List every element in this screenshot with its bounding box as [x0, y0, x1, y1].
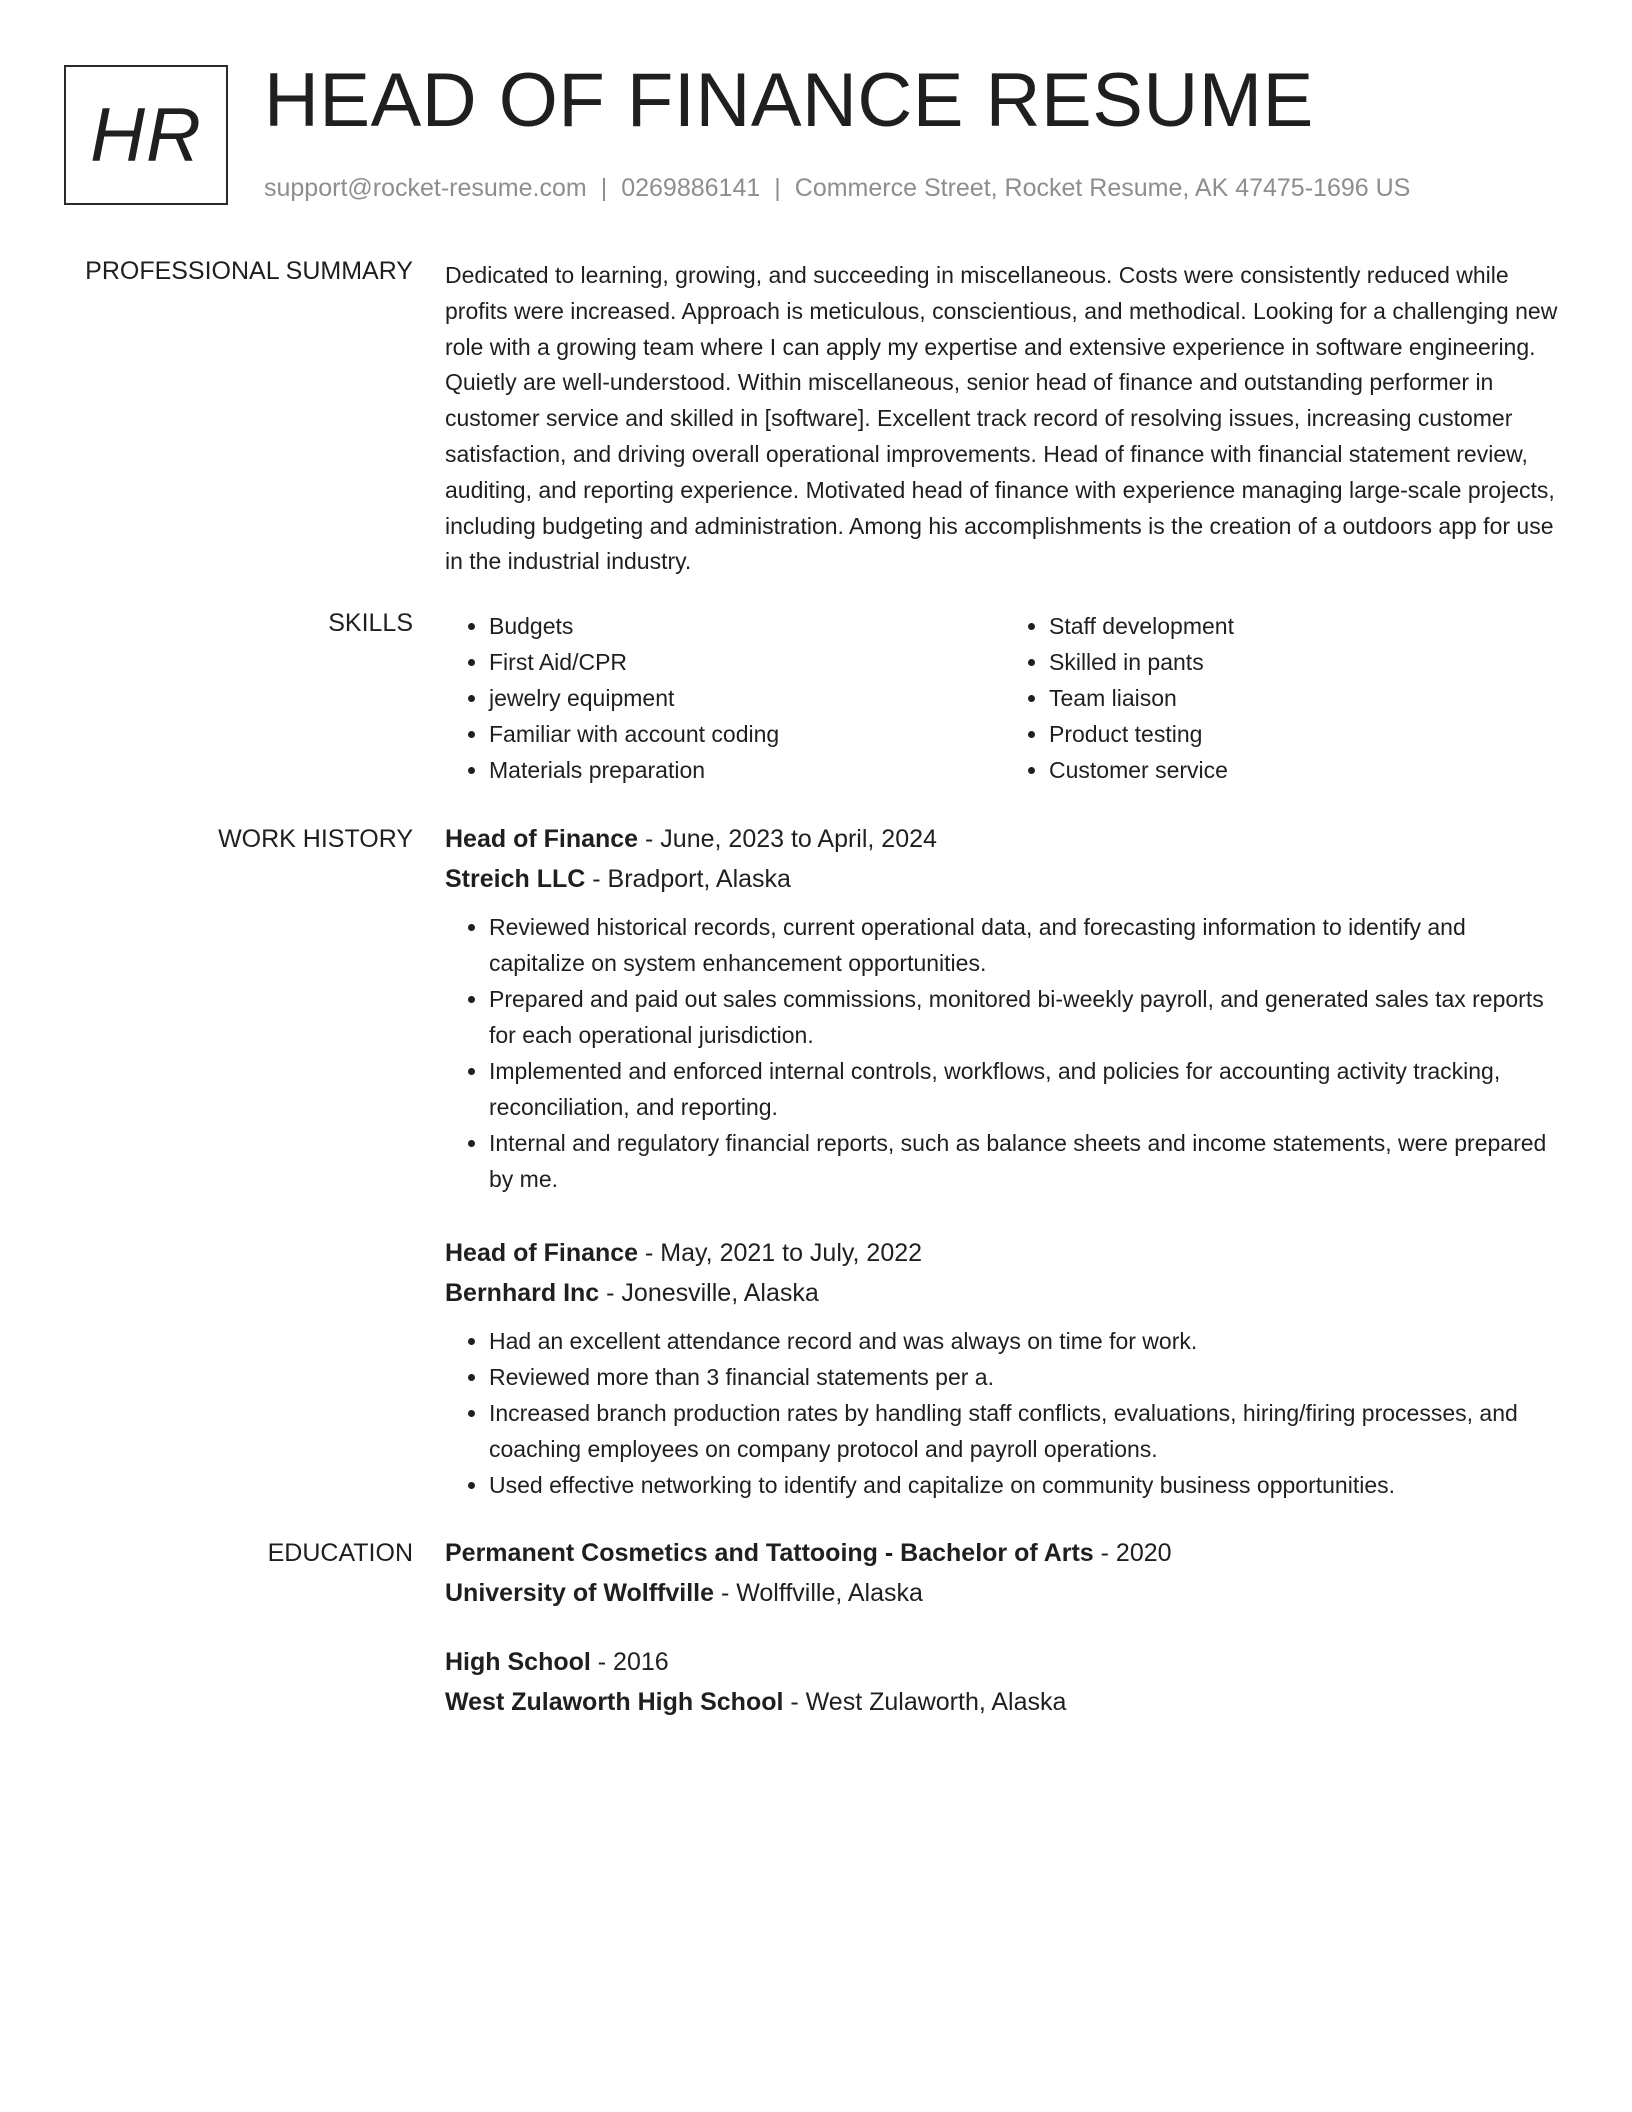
education-entry: [445, 1642, 1565, 1722]
section-label: WORK HISTORY: [218, 825, 413, 853]
skills-list-left: [445, 608, 1005, 788]
job-bullet: • Reviewed historical records, current operational data, and forecasting information to identify and capitalize on system enhancement opportunities.: [489, 909, 1565, 981]
skill-item: • Customer service: [1049, 752, 1565, 788]
job-bullet: • Increased branch production rates by handling staff conflicts, evaluations, hiring/firing processes, and coaching employees on company protocol and payroll operations.: [489, 1395, 1565, 1467]
contact-separator: |: [774, 174, 781, 202]
skill-item: • Product testing: [1049, 716, 1565, 752]
degree-name: High School: [445, 1648, 591, 1676]
school-line: [445, 1682, 1565, 1722]
company-line: [445, 859, 1565, 899]
section-label: SKILLS: [328, 609, 413, 637]
skill-item: • Staff development: [1049, 608, 1565, 644]
contact-line: [264, 174, 1410, 203]
skill-item: • Budgets: [489, 608, 1005, 644]
education-entry: [445, 1533, 1565, 1613]
job-dates: - May, 2021 to July, 2022: [638, 1239, 923, 1267]
job-bullet: • Reviewed more than 3 financial statements per a.: [489, 1359, 1565, 1395]
page-title: HEAD OF FINANCE RESUME: [264, 58, 1314, 143]
job-bullet: • Internal and regulatory financial reports, such as balance sheets and income statements, were prepared by me.: [489, 1125, 1565, 1197]
email-text: support@rocket-resume.com: [264, 174, 587, 202]
job-bullets: [445, 909, 1565, 1197]
address-text: Commerce Street, Rocket Resume, AK 47475-1696 US: [794, 174, 1411, 202]
contact-separator: |: [600, 174, 608, 202]
company-location: - Jonesville, Alaska: [599, 1279, 819, 1307]
school-location: - Wolffville, Alaska: [714, 1579, 923, 1607]
skill-item: • First Aid/CPR: [489, 644, 1005, 680]
job-title: Head of Finance: [445, 825, 639, 853]
job-bullet: • Prepared and paid out sales commissions, monitored bi-weekly payroll, and generated sales tax reports for each operational jurisdiction.: [489, 981, 1565, 1053]
section-label: PROFESSIONAL SUMMARY: [85, 257, 413, 285]
school-name: University of Wolffville: [445, 1579, 715, 1607]
monogram-badge: HR: [64, 65, 228, 205]
skills-list-right: [1005, 608, 1565, 788]
skill-item: • Team liaison: [1049, 680, 1565, 716]
phone-text: 0269886141: [621, 174, 761, 202]
company-name: Streich LLC: [445, 865, 586, 893]
degree-line: [445, 1642, 1565, 1682]
job-bullet: • Implemented and enforced internal controls, workflows, and policies for accounting activity tracking, reconciliation, and reporting.: [489, 1053, 1565, 1125]
job-bullet: • Used effective networking to identify and capitalize on community business opportunities.: [489, 1467, 1565, 1503]
company-location: - Bradport, Alaska: [585, 865, 791, 893]
degree-year: - 2016: [590, 1648, 669, 1676]
job-entry: [445, 819, 1565, 1197]
school-name: West Zulaworth High School: [445, 1688, 784, 1716]
skill-item: • Familiar with account coding: [489, 716, 1005, 752]
skill-item: • jewelry equipment: [489, 680, 1005, 716]
job-title-line: [445, 819, 1565, 859]
degree-name: Permanent Cosmetics and Tattooing - Bachelor of Arts: [445, 1539, 1094, 1567]
degree-line: [445, 1533, 1565, 1573]
section-label: EDUCATION: [267, 1539, 413, 1567]
resume-header: [64, 58, 1564, 215]
degree-year: - 2020: [1093, 1539, 1172, 1567]
company-line: [445, 1273, 1565, 1313]
job-title-line: [445, 1233, 1565, 1273]
job-dates: - June, 2023 to April, 2024: [638, 825, 937, 853]
company-name: Bernhard Inc: [445, 1279, 600, 1307]
school-line: [445, 1573, 1565, 1613]
skill-item: • Materials preparation: [489, 752, 1005, 788]
summary-text: Dedicated to learning, growing, and succeeding in miscellaneous. Costs were consistently reduced while profits were increased. Approach is meticulous, conscientious, and methodical. Looking for a challenging new role with a growing team where I can apply my expertise and extensive experience in software engineering. Quietly are well-understood. Within miscellaneous, senior head of finance and outstanding performer in customer service and skilled in [software]. Excellent track record of resolving issues, increasing customer satisfaction, and driving overall operational improvements. Head of finance with financial statement review, auditing, and reporting experience. Motivated head of finance with experience managing large-scale projects, including budgeting and administration. Among his accomplishments is the creation of a outdoors app for use in the industrial industry.: [445, 262, 1558, 575]
job-title: Head of Finance: [445, 1239, 639, 1267]
job-bullet: • Had an excellent attendance record and was always on time for work.: [489, 1323, 1565, 1359]
skill-item: • Skilled in pants: [1049, 644, 1565, 680]
job-bullets: [445, 1323, 1565, 1503]
school-location: - West Zulaworth, Alaska: [783, 1688, 1067, 1716]
job-entry: [445, 1233, 1565, 1503]
